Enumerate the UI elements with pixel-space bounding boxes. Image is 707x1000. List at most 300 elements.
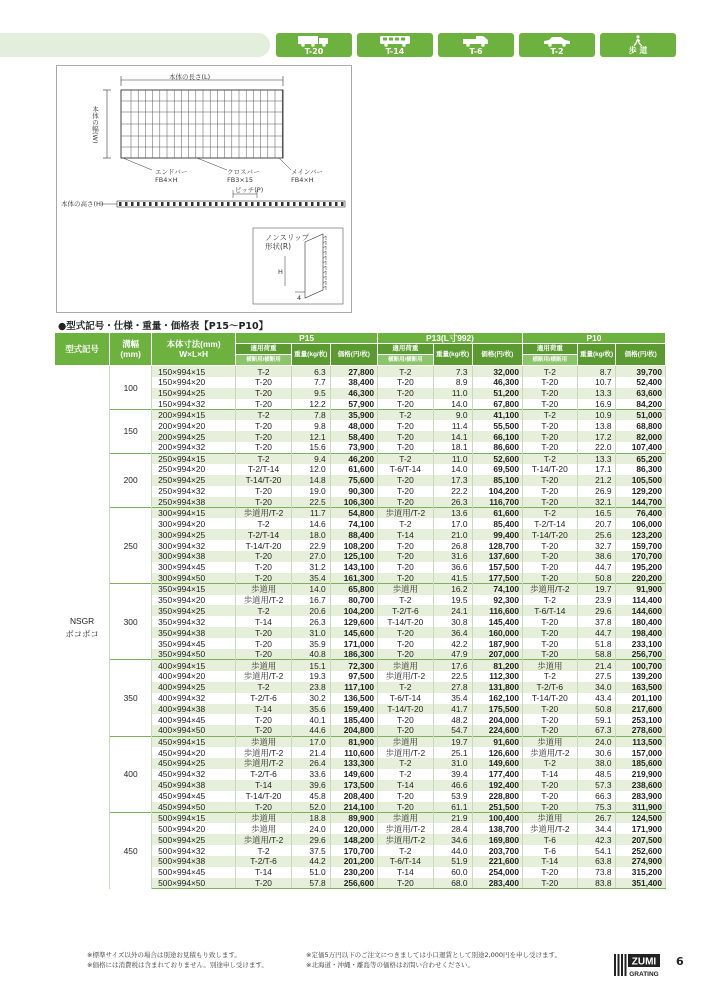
grating-drawing: [56, 65, 352, 313]
load-cell: 歩道用: [378, 736, 434, 747]
weight-cell: 63.8: [577, 856, 616, 867]
weight-cell: 14.8: [291, 475, 330, 486]
weight-cell: 16.2: [433, 584, 472, 595]
load-cell: 歩道用: [523, 812, 578, 823]
dims-cell: 500×994×38: [152, 856, 236, 867]
load-cell: T-20: [236, 399, 292, 410]
load-cell: T-2: [523, 595, 578, 606]
price-cell: 204,800: [330, 725, 377, 736]
weight-cell: 34.0: [577, 682, 616, 693]
header-width: [110, 333, 152, 366]
logo-text-zumi: ZUMI: [631, 956, 657, 968]
price-cell: 171,000: [330, 638, 377, 649]
weight-cell: 17.0: [433, 518, 472, 529]
dims-cell: 500×994×15: [152, 812, 236, 823]
weight-cell: 16.9: [577, 399, 616, 410]
weight-cell: 18.0: [291, 529, 330, 540]
load-cell: 歩道用: [236, 812, 292, 823]
profile-tooth: [119, 202, 122, 206]
tab-t14-label: T-14: [385, 47, 405, 56]
weight-cell: 44.6: [291, 725, 330, 736]
header-load-p13: 適用荷重: [378, 344, 434, 355]
header-dims-label: 本体寸法(mm): [166, 339, 221, 350]
page-number: 6: [676, 955, 684, 968]
price-cell: 74,100: [472, 584, 522, 595]
weight-cell: 26.3: [433, 497, 472, 508]
load-cell: T-20: [523, 388, 578, 399]
load-cell: T-20: [236, 802, 292, 813]
weight-cell: 21.2: [577, 475, 616, 486]
weight-cell: 54.7: [433, 725, 472, 736]
dims-cell: 400×994×50: [152, 725, 236, 736]
weight-cell: 15.1: [291, 660, 330, 671]
price-cell: 161,300: [330, 573, 377, 584]
dims-cell: 350×994×20: [152, 595, 236, 606]
weight-cell: 21.4: [577, 660, 616, 671]
dims-cell: 300×994×32: [152, 540, 236, 551]
header-load-sub-p10: 横断用/横断用: [523, 355, 578, 366]
profile-tooth: [173, 202, 176, 206]
end-bar-label: エンドバー: [155, 168, 188, 176]
dims-cell: 350×994×25: [152, 605, 236, 616]
profile-tooth: [299, 202, 302, 206]
load-cell: T-20: [523, 420, 578, 431]
price-cell: 97,500: [330, 671, 377, 682]
dims-cell: 350×994×32: [152, 616, 236, 627]
weight-cell: 8.9: [433, 377, 472, 388]
load-cell: T-2/T-6: [378, 605, 434, 616]
dims-cell: 250×994×38: [152, 497, 236, 508]
load-cell: T-2: [236, 453, 292, 464]
width-cell: 200: [110, 453, 152, 507]
weight-cell: 16.5: [577, 507, 616, 518]
price-cell: 124,500: [616, 812, 666, 823]
weight-cell: 24.0: [577, 736, 616, 747]
price-cell: 84,200: [616, 399, 666, 410]
load-cell: T-20: [236, 551, 292, 562]
load-cell: T-20: [523, 486, 578, 497]
weight-cell: 51.9: [433, 856, 472, 867]
price-cell: 65,800: [330, 584, 377, 595]
weight-cell: 7.8: [291, 409, 330, 420]
load-cell: 歩道用: [523, 736, 578, 747]
weight-cell: 43.4: [577, 693, 616, 704]
weight-cell: 16.7: [291, 595, 330, 606]
price-cell: 185,600: [616, 758, 666, 769]
price-cell: 186,300: [330, 649, 377, 660]
table-row: [55, 453, 666, 464]
load-cell: T-20: [378, 649, 434, 660]
tab-t6: [438, 33, 514, 57]
price-cell: 120,000: [330, 823, 377, 834]
header-price-p13: 価格(円/枚): [472, 344, 522, 366]
price-cell: 89,900: [330, 812, 377, 823]
load-cell: 歩道用: [236, 584, 292, 595]
cross-bar-label: クロスバー: [227, 168, 260, 176]
weight-cell: 39.4: [433, 769, 472, 780]
load-cell: T-20: [378, 388, 434, 399]
price-cell: 252,600: [616, 845, 666, 856]
weight-cell: 50.8: [577, 573, 616, 584]
price-cell: 85,400: [472, 518, 522, 529]
price-cell: 214,100: [330, 802, 377, 813]
main-bar-label: メインバー: [291, 168, 323, 176]
load-cell: T-14/T-20: [523, 693, 578, 704]
weight-cell: 14.6: [291, 518, 330, 529]
load-cell: T-2/T-6: [236, 693, 292, 704]
price-cell: 58,400: [330, 431, 377, 442]
section-title: ●型式記号・仕様・重量・価格表【P15〜P10】: [58, 321, 269, 332]
weight-cell: 19.0: [291, 486, 330, 497]
load-cell: T-20: [236, 562, 292, 573]
profile-tooth: [125, 202, 128, 206]
price-cell: 27,800: [330, 366, 377, 377]
dims-cell: 300×994×38: [152, 551, 236, 562]
weight-cell: 12.2: [291, 399, 330, 410]
dims-cell: 400×994×20: [152, 671, 236, 682]
price-cell: 163,500: [616, 682, 666, 693]
weight-cell: 47.9: [433, 649, 472, 660]
notes-right: [306, 950, 561, 970]
weight-cell: 18.1: [433, 442, 472, 453]
weight-cell: 33.6: [291, 769, 330, 780]
price-cell: 207,000: [472, 649, 522, 660]
profile-tooth: [239, 202, 242, 206]
dims-cell: 150×994×20: [152, 377, 236, 388]
dims-cell: 300×994×50: [152, 573, 236, 584]
weight-cell: 60.0: [433, 867, 472, 878]
width-cell: 100: [110, 366, 152, 410]
load-cell: T-14: [523, 769, 578, 780]
price-cell: 171,900: [616, 823, 666, 834]
dims-cell: 150×994×25: [152, 388, 236, 399]
header-load-p15: 適用荷重: [236, 344, 292, 355]
header-dims: [152, 333, 236, 366]
price-cell: 112,300: [472, 671, 522, 682]
note-left-2: ※価格には消費税は含まれておりません。別途申し受けます。: [87, 961, 268, 969]
spec-table-body: [55, 366, 666, 889]
price-cell: 61,600: [472, 507, 522, 518]
load-cell: T-20: [378, 420, 434, 431]
tab-t2-label: T-2: [550, 47, 564, 56]
price-cell: 86,600: [472, 442, 522, 453]
weight-cell: 46.6: [433, 780, 472, 791]
load-cell: 歩道用: [378, 660, 434, 671]
weight-cell: 75.3: [577, 802, 616, 813]
dims-cell: 200×994×15: [152, 409, 236, 420]
load-cell: T-2/T-14: [523, 518, 578, 529]
weight-cell: 44.2: [291, 856, 330, 867]
load-cell: T-20: [523, 627, 578, 638]
dims-cell: 200×994×32: [152, 442, 236, 453]
price-cell: 106,300: [330, 497, 377, 508]
note-left-1: ※標準サイズ以外の場合は別途お見積もり致します。: [87, 951, 241, 959]
load-cell: T-20: [523, 442, 578, 453]
load-cell: 歩道用/T-2: [378, 823, 434, 834]
load-cell: T-14/T-20: [236, 540, 292, 551]
price-cell: 116,600: [472, 605, 522, 616]
weight-cell: 9.4: [291, 453, 330, 464]
load-cell: T-6/T-14: [378, 693, 434, 704]
weight-cell: 20.6: [291, 605, 330, 616]
price-cell: 131,800: [472, 682, 522, 693]
load-cell: T-14: [378, 780, 434, 791]
load-cell: T-20: [378, 540, 434, 551]
weight-cell: 45.8: [291, 791, 330, 802]
price-cell: 195,200: [616, 562, 666, 573]
weight-cell: 31.2: [291, 562, 330, 573]
weight-cell: 41.7: [433, 704, 472, 715]
model-line2: ボコボコ: [65, 628, 99, 639]
load-cell: T-2: [236, 366, 292, 377]
load-cell: T-2: [523, 758, 578, 769]
load-cell: T-20: [523, 725, 578, 736]
nonslip-label-line1: ノンスリップ: [265, 233, 310, 242]
dims-cell: 350×994×38: [152, 627, 236, 638]
load-cell: T-2: [523, 453, 578, 464]
load-cell: T-20: [523, 704, 578, 715]
width-cell: 350: [110, 660, 152, 736]
weight-cell: 29.6: [577, 605, 616, 616]
weight-cell: 12.1: [291, 431, 330, 442]
weight-cell: 13.6: [433, 507, 472, 518]
price-cell: 283,400: [472, 878, 522, 889]
weight-cell: 14.1: [433, 431, 472, 442]
load-cell: 歩道用/T-2: [378, 671, 434, 682]
weight-cell: 73.8: [577, 867, 616, 878]
weight-cell: 19.7: [433, 736, 472, 747]
weight-cell: 21.9: [433, 812, 472, 823]
profile-tooth: [323, 202, 326, 206]
load-cell: T-20: [236, 497, 292, 508]
price-cell: 38,400: [330, 377, 377, 388]
load-cell: T-14: [523, 856, 578, 867]
dims-cell: 450×994×32: [152, 769, 236, 780]
weight-cell: 11.0: [433, 453, 472, 464]
load-cell: T-20: [378, 638, 434, 649]
weight-cell: 15.6: [291, 442, 330, 453]
weight-cell: 8.7: [577, 366, 616, 377]
price-cell: 224,600: [472, 725, 522, 736]
price-cell: 208,400: [330, 791, 377, 802]
load-cell: T-20: [523, 497, 578, 508]
load-cell: T-20: [378, 486, 434, 497]
weight-cell: 34.4: [577, 823, 616, 834]
price-cell: 52,600: [472, 453, 522, 464]
load-cell: 歩道用: [378, 812, 434, 823]
price-cell: 137,600: [472, 551, 522, 562]
price-cell: 256,700: [616, 649, 666, 660]
table-row: [55, 507, 666, 518]
weight-cell: 36.6: [433, 562, 472, 573]
price-cell: 219,900: [616, 769, 666, 780]
weight-cell: 19.5: [433, 595, 472, 606]
price-cell: 116,700: [472, 497, 522, 508]
price-cell: 228,800: [472, 791, 522, 802]
load-cell: 歩道用: [523, 660, 578, 671]
load-cell: 歩道用/T-2: [523, 823, 578, 834]
load-cell: T-14: [236, 616, 292, 627]
load-cell: T-14: [236, 780, 292, 791]
dims-cell: 450×994×15: [152, 736, 236, 747]
body-width-label: 本体の幅(W): [91, 106, 99, 144]
price-cell: 69,500: [472, 464, 522, 475]
price-cell: 192,400: [472, 780, 522, 791]
dims-cell: 200×994×25: [152, 431, 236, 442]
price-cell: 113,500: [616, 736, 666, 747]
izumi-grating-logo: [613, 952, 661, 982]
load-cell: T-20: [378, 878, 434, 889]
price-cell: 283,900: [616, 791, 666, 802]
price-cell: 230,200: [330, 867, 377, 878]
price-cell: 68,800: [616, 420, 666, 431]
price-cell: 201,100: [616, 693, 666, 704]
weight-cell: 14.0: [433, 399, 472, 410]
weight-cell: 17.2: [577, 431, 616, 442]
load-cell: T-2: [236, 518, 292, 529]
price-cell: 51,000: [616, 409, 666, 420]
weight-cell: 57.8: [291, 878, 330, 889]
body-height-label: 本体の高さ(H): [61, 200, 104, 208]
dims-cell: 250×994×20: [152, 464, 236, 475]
price-cell: 144,700: [616, 497, 666, 508]
weight-cell: 31.6: [433, 551, 472, 562]
price-cell: 48,000: [330, 420, 377, 431]
weight-cell: 50.8: [577, 704, 616, 715]
dims-cell: 350×994×50: [152, 649, 236, 660]
width-cell: 150: [110, 409, 152, 453]
price-cell: 149,600: [330, 769, 377, 780]
price-cell: 254,000: [472, 867, 522, 878]
price-cell: 198,400: [616, 627, 666, 638]
weight-cell: 11.7: [291, 507, 330, 518]
load-cell: T-20: [378, 377, 434, 388]
model-cell: [55, 366, 110, 889]
tab-t20: [276, 33, 352, 57]
weight-cell: 51.0: [291, 867, 330, 878]
weight-cell: 35.4: [433, 693, 472, 704]
load-cell: T-2: [236, 682, 292, 693]
price-cell: 138,700: [472, 823, 522, 834]
load-cell: T-20: [378, 714, 434, 725]
price-cell: 75,600: [330, 475, 377, 486]
nonslip-dim-h: H: [278, 268, 283, 276]
end-bar-spec: FB4×H: [155, 176, 178, 184]
price-cell: 159,400: [330, 704, 377, 715]
price-cell: 63,600: [616, 388, 666, 399]
weight-cell: 32.7: [577, 540, 616, 551]
load-cell: 歩道用/T-2: [378, 834, 434, 845]
weight-cell: 41.5: [433, 573, 472, 584]
weight-cell: 42.3: [577, 834, 616, 845]
load-cell: T-20: [236, 486, 292, 497]
weight-cell: 31.0: [433, 758, 472, 769]
price-cell: 99,400: [472, 529, 522, 540]
price-cell: 173,500: [330, 780, 377, 791]
price-cell: 187,900: [472, 638, 522, 649]
weight-cell: 7.3: [433, 366, 472, 377]
load-cell: T-2: [378, 682, 434, 693]
weight-cell: 53.9: [433, 791, 472, 802]
price-cell: 221,600: [472, 856, 522, 867]
profile-tooth: [281, 202, 284, 206]
price-cell: 81,200: [472, 660, 522, 671]
load-cell: 歩道用/T-2: [236, 834, 292, 845]
header-group-p13: P13(L寸992): [378, 333, 523, 344]
load-cell: T-2/T-6: [236, 769, 292, 780]
load-cell: 歩道用/T-2: [236, 507, 292, 518]
dims-cell: 250×994×15: [152, 453, 236, 464]
profile-tooth: [227, 202, 230, 206]
tab-t20-label: T-20: [304, 47, 324, 56]
weight-cell: 28.4: [433, 823, 472, 834]
price-cell: 159,700: [616, 540, 666, 551]
weight-cell: 17.1: [577, 464, 616, 475]
price-cell: 86,300: [616, 464, 666, 475]
weight-cell: 9.8: [291, 420, 330, 431]
weight-cell: 35.6: [291, 704, 330, 715]
load-cell: 歩道用/T-2: [236, 758, 292, 769]
load-class-band: [0, 33, 707, 57]
weight-cell: 38.6: [577, 551, 616, 562]
header-width-unit: (mm): [120, 349, 141, 360]
header-price-p10: 価格(円/枚): [616, 344, 666, 366]
width-cell: 250: [110, 507, 152, 583]
load-cell: T-20: [523, 649, 578, 660]
load-cell: T-14: [236, 867, 292, 878]
price-cell: 88,400: [330, 529, 377, 540]
price-cell: 351,400: [616, 878, 666, 889]
price-cell: 157,000: [616, 747, 666, 758]
weight-cell: 61.1: [433, 802, 472, 813]
price-cell: 73,900: [330, 442, 377, 453]
profile-tooth: [185, 202, 188, 206]
weight-cell: 17.3: [433, 475, 472, 486]
price-cell: 220,200: [616, 573, 666, 584]
weight-cell: 40.8: [291, 649, 330, 660]
load-cell: 歩道用: [236, 660, 292, 671]
load-cell: T-6: [523, 845, 578, 856]
truck-icon: [297, 35, 331, 47]
dims-cell: 500×994×25: [152, 834, 236, 845]
dims-cell: 350×994×15: [152, 584, 236, 595]
load-cell: T-2: [378, 845, 434, 856]
price-cell: 139,200: [616, 671, 666, 682]
load-cell: T-14/T-20: [378, 704, 434, 715]
profile-tooth: [161, 202, 164, 206]
grating-plan-view: [57, 66, 353, 314]
load-cell: 歩道用/T-2: [378, 507, 434, 518]
weight-cell: 44.7: [577, 562, 616, 573]
profile-tooth: [155, 202, 158, 206]
price-cell: 129,600: [330, 616, 377, 627]
weight-cell: 11.0: [433, 388, 472, 399]
weight-cell: 17.6: [433, 660, 472, 671]
dims-cell: 150×994×32: [152, 399, 236, 410]
price-cell: 35,900: [330, 409, 377, 420]
profile-tooth: [209, 202, 212, 206]
table-row: [55, 812, 666, 823]
load-cell: T-6: [523, 834, 578, 845]
load-cell: 歩道用: [236, 823, 292, 834]
load-cell: T-20: [236, 388, 292, 399]
profile-tooth: [311, 202, 314, 206]
load-cell: T-20: [236, 714, 292, 725]
nonslip-dim-4: 4: [297, 294, 302, 302]
price-cell: 67,800: [472, 399, 522, 410]
price-cell: 123,200: [616, 529, 666, 540]
price-cell: 170,700: [616, 551, 666, 562]
